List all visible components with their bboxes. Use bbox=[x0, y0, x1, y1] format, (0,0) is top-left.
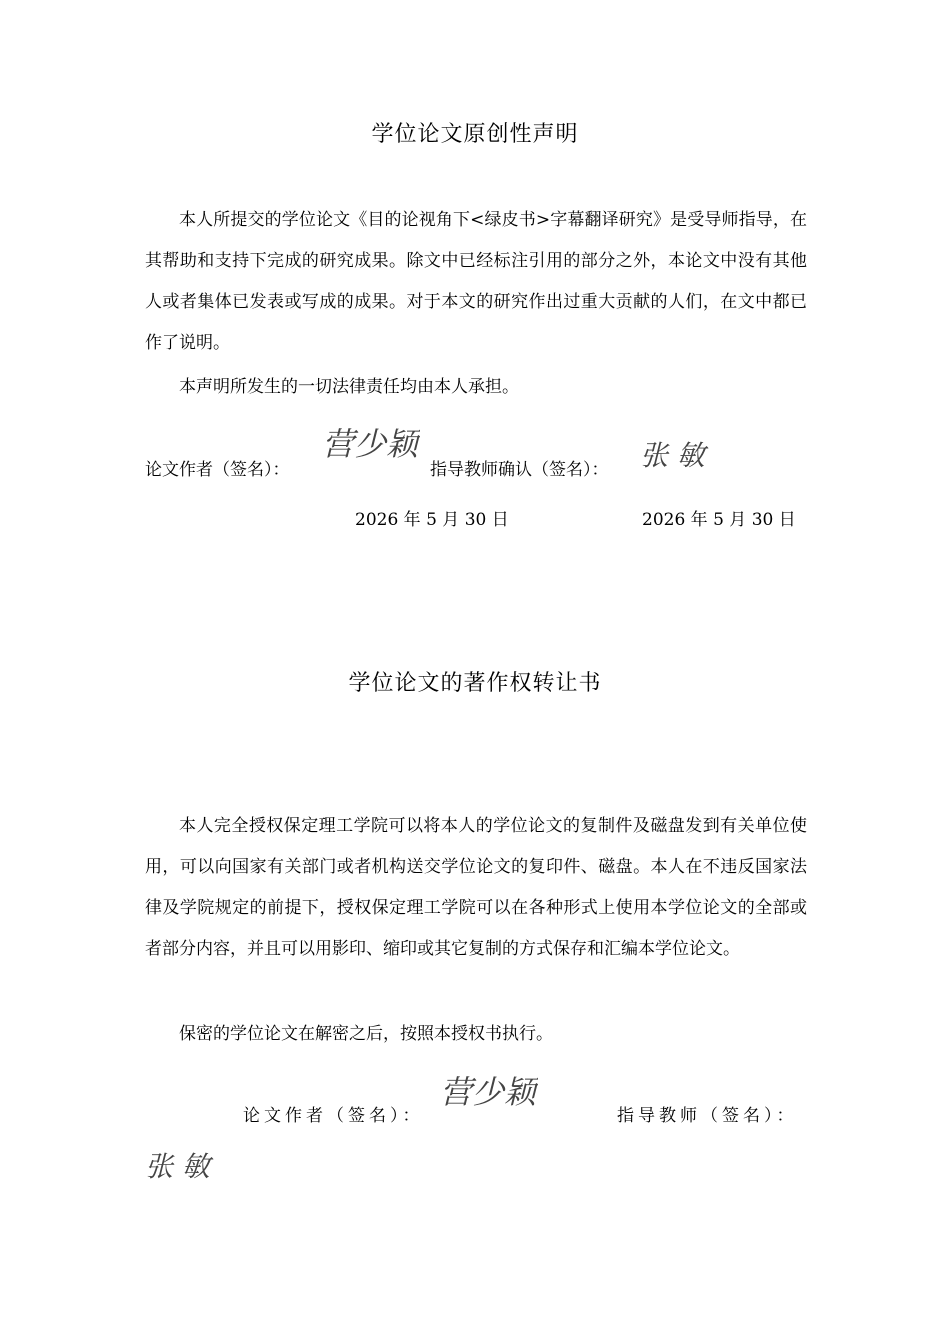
declaration-advisor-label: 指导教师确认（签名）： bbox=[430, 460, 609, 480]
declaration-author-date: 2026 年 5 月 30 日 bbox=[355, 510, 509, 530]
copyright-author-label: 论文作者（签名）： bbox=[243, 1106, 424, 1126]
declaration-paragraph-2: 本声明所发生的一切法律责任均由本人承担。 bbox=[179, 377, 519, 397]
copyright-paragraph-2: 保密的学位论文在解密之后，按照本授权书执行。 bbox=[179, 1024, 553, 1044]
copyright-advisor-signature bbox=[143, 1146, 243, 1186]
declaration-paragraph-1: 本人所提交的学位论文《目的论视角下<绿皮书>字幕翻译研究》是受导师指导，在其帮助和支持下完成的研究成果。除文中已经标注引用的部分之外，本论文中没有其他人或者集体已发表或写成的成果。对于本文的研究作出过重大贡献的人们，在文中都已作了说明。 bbox=[145, 210, 807, 353]
declaration-title: 学位论文原创性声明 bbox=[371, 122, 579, 147]
declaration-author-label: 论文作者（签名）： bbox=[145, 460, 290, 480]
declaration-advisor-date: 2026 年 5 月 30 日 bbox=[642, 510, 796, 530]
svg-text:张 敏: 张 敏 bbox=[145, 1150, 210, 1183]
declaration-advisor-signature bbox=[638, 435, 738, 475]
svg-text:营少颖: 营少颖 bbox=[322, 425, 419, 463]
copyright-author-signature bbox=[438, 1070, 538, 1115]
svg-text:张 敏: 张 敏 bbox=[640, 439, 705, 472]
copyright-advisor-label: 指导教师（签名）： bbox=[617, 1106, 798, 1126]
copyright-paragraph-1: 本人完全授权保定理工学院可以将本人的学位论文的复制件及磁盘发到有关单位使用，可以向国家有关部门或者机构送交学位论文的复印件、磁盘。本人在不违反国家法律及学院规定的前提下，授权保定理工学院可以在各种形式上使用本学位论文的全部或者部分内容，并且可以用影印、缩印或其它复制的方式保存和汇编本学位论文。 bbox=[145, 816, 807, 959]
declaration-author-signature bbox=[320, 422, 420, 467]
copyright-title: 学位论文的著作权转让书 bbox=[348, 671, 602, 696]
svg-text:营少颖: 营少颖 bbox=[440, 1073, 537, 1111]
